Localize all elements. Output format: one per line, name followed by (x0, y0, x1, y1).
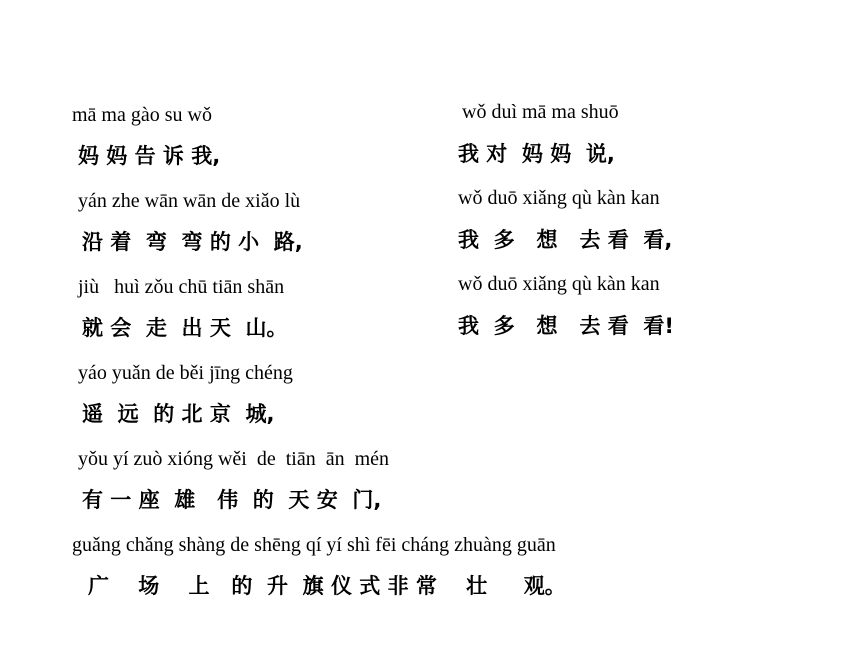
hanzi-line: 遥 远 的 北 京 城, (82, 402, 275, 426)
hanzi-line: 我 多 想 去 看 看! (458, 314, 674, 338)
pinyin-line: wǒ duì mā ma shuō (462, 101, 619, 123)
hanzi-line: 沿 着 弯 弯 的 小 路, (82, 230, 303, 254)
hanzi-line: 就 会 走 出 天 山。 (82, 316, 288, 340)
pinyin-line: mā ma gào su wǒ (72, 104, 212, 126)
pinyin-line: wǒ duō xiǎng qù kàn kan (458, 187, 660, 209)
pinyin-line: jiù huì zǒu chū tiān shān (78, 276, 285, 298)
hanzi-line: 妈 妈 告 诉 我, (78, 144, 221, 168)
hanzi-line: 有 一 座 雄 伟 的 天 安 门, (82, 488, 382, 512)
pinyin-line: yáo yuǎn de běi jīng chéng (78, 362, 293, 384)
pinyin-line: wǒ duō xiǎng qù kàn kan (458, 273, 660, 295)
hanzi-line: 我 多 想 去 看 看, (458, 228, 673, 252)
hanzi-line: 我 对 妈 妈 说, (458, 142, 615, 166)
pinyin-line: yán zhe wān wān de xiǎo lù (78, 190, 301, 212)
pinyin-line: yǒu yí zuò xióng wěi de tiān ān mén (78, 448, 390, 470)
hanzi-line: 广 场 上 的 升 旗 仪 式 非 常 壮 观。 (88, 574, 566, 598)
pinyin-line: guǎng chǎng shàng de shēng qí yí shì fēi cháng zhuàng guān (72, 534, 556, 556)
